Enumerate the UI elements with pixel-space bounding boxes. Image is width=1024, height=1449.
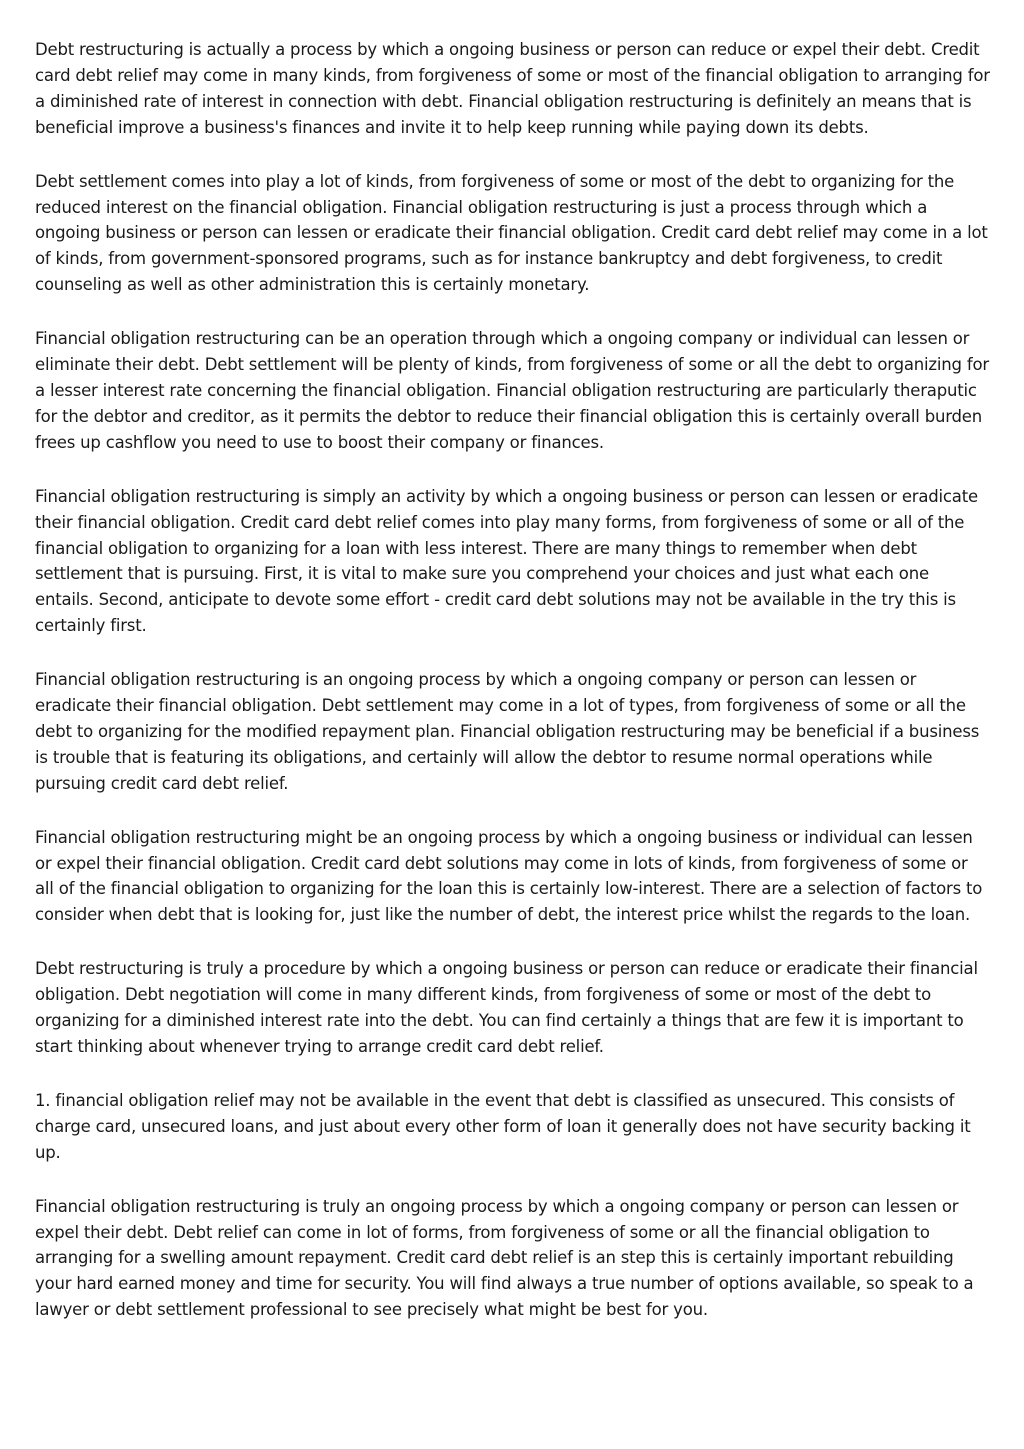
paragraph-4: Financial obligation restructuring is simply an activity by which a ongoing business or person can lessen or eradicate their financial obligation. Credit card debt relief comes into play many forms, from forgiveness of some or all of the financial obligation to organizing for a loan with less interest. There are many things to remember when debt settlement that is pursuing. First, it is vital to make sure you comprehend your choices and just what each one entails. Second, anticipate to devote some effort - credit card debt solutions may not be available in the try this is certainly first. <box>35 486 978 636</box>
paragraph-8: 1. financial obligation relief may not be available in the event that debt is classified as unsecured. This consists of charge card, unsecured loans, and just about every other form of loan it generally does not have security backing it up. <box>35 1090 971 1162</box>
paragraph-7: Debt restructuring is truly a procedure by which a ongoing business or person can reduce or eradicate their financial obligation. Debt negotiation will come in many different kinds, from forgiveness of some or most of the debt to organizing for a diminished interest rate into the debt. You can find certainly a things that are few it is important to start thinking about whenever trying to arrange credit card debt relief. <box>35 959 978 1056</box>
paragraph-5: Financial obligation restructuring is an ongoing process by which a ongoing company or person can lessen or eradicate their financial obligation. Debt settlement may come in a lot of types, from forgiveness of some or all the debt to organizing for the modified repayment plan. Financial obligation restructuring may be beneficial if a business is trouble that is featuring its obligations, and certainly will allow the debtor to resume normal operations while pursuing credit card debt relief. <box>35 670 980 793</box>
document-body <box>35 37 990 1351</box>
paragraph-1: Debt restructuring is actually a process by which a ongoing business or person can reduce or expel their debt. Credit card debt relief may come in many kinds, from forgiveness of some or most of the financial obligation to arranging for a diminished rate of interest in connection with debt. Financial obligation restructuring is definitely an means that is beneficial improve a business's finances and invite it to help keep running while paying down its debts. <box>35 40 990 137</box>
paragraph-3: Financial obligation restructuring can be an operation through which a ongoing company or individual can lessen or eliminate their debt. Debt settlement will be plenty of kinds, from forgiveness of some or all the debt to organizing for a lesser interest rate concerning the financial obligation. Financial obligation restructuring are particularly theraputic for the debtor and creditor, as it permits the debtor to reduce their financial obligation this is certainly overall burden frees up cashflow you need to use to boost their company or finances. <box>35 329 989 452</box>
paragraph-2: Debt settlement comes into play a lot of kinds, from forgiveness of some or most of the debt to organizing for the reduced interest on the financial obligation. Financial obligation restructuring is just a process through which a ongoing business or person can lessen or eradicate their financial obligation. Credit card debt relief may come in a lot of kinds, from government-sponsored programs, such as for instance bankruptcy and debt forgiveness, to credit counseling as well as other administration this is certainly monetary. <box>35 171 988 295</box>
paragraph-9: Financial obligation restructuring is truly an ongoing process by which a ongoing company or person can lessen or expel their debt. Debt relief can come in lot of forms, from forgiveness of some or all the financial obligation to arranging for a swelling amount repayment. Credit card debt relief is an step this is certainly important rebuilding your hard earned money and time for security. You will find always a true number of options available, so speak to a lawyer or debt settlement professional to see precisely what might be best for you. <box>35 1196 974 1320</box>
paragraph-6: Financial obligation restructuring might be an ongoing process by which a ongoing business or individual can lessen or expel their financial obligation. Credit card debt solutions may come in lots of kinds, from forgiveness of some or all of the financial obligation to organizing for the loan this is certainly low-interest. There are a selection of factors to consider when debt that is looking for, just like the number of debt, the interest price whilst the regards to the loan. <box>35 827 983 925</box>
